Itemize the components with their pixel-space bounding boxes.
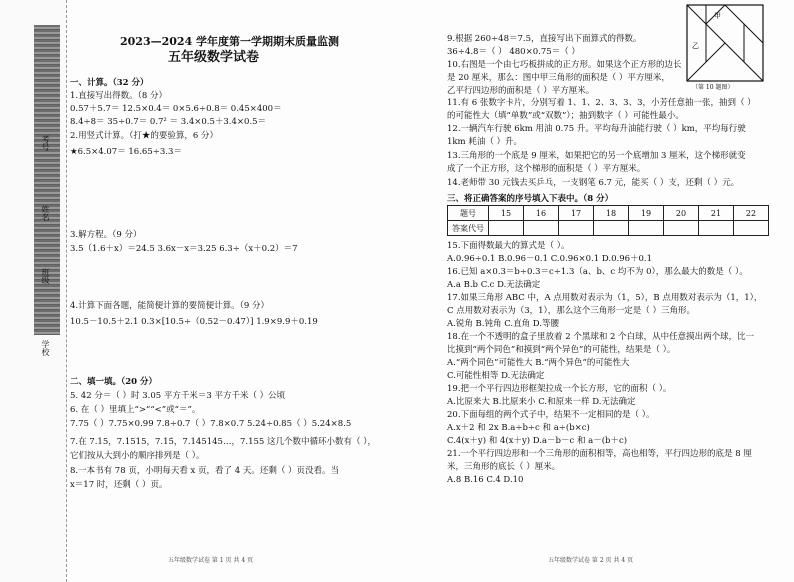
right-line-7: 12.一辆汽车行驶 6km 用油 0.75 升。平均每升油能行驶（ ）km，平均每行驶 — [447, 124, 746, 134]
answer-header-4: 18 — [594, 206, 629, 221]
left-line-6: 3.解方程。（9 分） — [70, 230, 142, 240]
answer-header-5: 19 — [629, 206, 664, 221]
answer-table — [447, 205, 769, 236]
answer-header-2: 16 — [524, 206, 559, 221]
answer-header-1: 15 — [489, 206, 524, 221]
right-line-13: 15.下面得数最大的算式是（ ）。 — [447, 241, 570, 251]
answer-row-label: 答案代号 — [448, 221, 489, 236]
left-line-14: 7.在 7.15，7.1515，7.15̇，7.145145…，7.155 这几个数中循环小数有（ ）， — [70, 437, 376, 447]
left-line-8: 4.计算下面各题，能简便计算的要简便计算。（9 分） — [70, 301, 269, 311]
tangram-label-a: 甲 — [714, 12, 721, 20]
left-line-3: 8.4÷8＝ 35÷0.7＝ 0.7² ＝ 3.4×0.5＋3.4×0.5＝ — [70, 117, 267, 127]
right-line-11: 14.老师带 30 元钱去买乒乓，一支钢笔 6.7 元，能买（ ）支，还剩（ ）元。 — [447, 178, 740, 188]
right-line-9: 13.三角形的一个底是 9 厘米，如果把它的另一个底增加 3 厘米，这个梯形就变 — [447, 151, 746, 161]
answer-header-8: 22 — [734, 206, 769, 221]
left-line-15: 它们按从大到小的顺序排列是（ ）。 — [70, 451, 205, 461]
right-line-23: C.可能性相等 D.无法确定 — [447, 371, 545, 381]
answer-cell[interactable] — [734, 221, 769, 236]
exam-title: 2023—2024 学年度第一学期期末质量监测 — [120, 35, 340, 48]
right-line-12: 三、将正确答案的序号填入下表中。（8 分） — [447, 194, 614, 204]
right-line-8: 1km 耗油（ ）升。 — [447, 137, 523, 147]
right-line-3: 是 20 厘米，那么：图中甲三角形的面积是（ ）平方厘米， — [447, 73, 670, 83]
exam-subtitle: 五年级数学试卷 — [168, 50, 260, 65]
right-line-28: C.4(x＋y) 和 4(x＋y) D.a－b－c 和 a－(b＋c) — [447, 436, 628, 446]
right-line-0: 9.根据 260÷48＝7.5，直接写出下面算式的得数。 — [447, 34, 642, 44]
figure-caption: （第 10 题图） — [692, 84, 734, 91]
right-line-24: 19.把一个平行四边形框架拉成一个长方形，它的面积（ ）。 — [447, 384, 672, 394]
answer-cell[interactable] — [629, 221, 664, 236]
right-line-19: A.锐角 B.钝角 C.直角 D.等腰 — [447, 319, 560, 329]
answer-cell[interactable] — [664, 221, 699, 236]
left-line-17: x＝17 时，还剩（ ）页。 — [70, 480, 168, 490]
left-line-9: 10.5－10.5＋2.1 0.3×[10.5÷（0.52－0.47）] 1.9×9.9＋0.19 — [70, 317, 318, 327]
answer-cell[interactable] — [559, 221, 594, 236]
tangram-label-b: 乙 — [692, 42, 699, 50]
right-line-22: A.“两个同色”可能性大 B.“两个异色”的可能性大 — [447, 358, 630, 368]
answer-header-0: 题号 — [448, 206, 489, 221]
answer-cell[interactable] — [594, 221, 629, 236]
right-line-30: 米，三角形的底长（ ）厘米。 — [447, 462, 561, 472]
answer-header-3: 17 — [559, 206, 594, 221]
binding-school: 学校 — [41, 340, 50, 356]
right-line-20: 18.在一个不透明的盒子里放着 2 个黑球和 2 个白球，从中任意摸出两个球，比一 — [447, 332, 755, 342]
footer-right: 五年级数学试卷 第 2 页 共 4 页 — [548, 557, 634, 564]
left-line-11: 5. 42 分＝（ ）时 3.05 平方千米＝3 平方千米（ ）公顷 — [70, 391, 286, 401]
footer-left: 五年级数学试卷 第 1 页 共 4 页 — [168, 557, 254, 564]
right-line-17: 17.如果三角形 ABC 中，A 点用数对表示为（1，5），B 点用数对表示为（1，1）， — [447, 293, 763, 303]
tangram-figure — [686, 4, 764, 82]
left-line-7: 3.5（1.6＋x）＝24.5 3.6x－x＝3.25 6.3÷（x＋0.2）＝7 — [70, 244, 298, 254]
binding-margin — [0, 0, 67, 582]
right-line-27: A.x＋2 和 2x B.a÷b÷c 和 a÷(b×c) — [447, 423, 590, 433]
left-line-1: 1.直接写出得数。（8 分） — [70, 91, 167, 101]
left-line-4: 2.用竖式计算。（打★的要验算，6 分） — [70, 131, 218, 141]
binding-class: 班级 — [41, 268, 50, 284]
right-line-10: 成了一个正方形，这个梯形的面积是（ ）平方厘米。 — [447, 164, 646, 174]
right-line-21: 比摸到“两个同色”和摸到“两个异色”的可能性，结果是（ ）。 — [447, 345, 676, 355]
left-line-0: 一、计算。（32 分） — [70, 78, 149, 88]
left-line-12: 6. 在（ ）里填上“>”“<”或“＝”。 — [70, 405, 201, 415]
right-line-1: 36÷4.8＝（ ） 480×0.75＝（ ） — [447, 47, 580, 57]
right-line-6: 的可能性大（填“单数”或“双数”）；抽到数字（ ）可能性最小。 — [447, 111, 684, 121]
right-line-31: A.8 B.16 C.4 D.10 — [447, 475, 524, 485]
answer-cell[interactable] — [489, 221, 524, 236]
answer-header-7: 21 — [699, 206, 734, 221]
left-line-5: ★6.5×4.07＝ 16.65÷3.3＝ — [70, 147, 182, 157]
left-line-2: 0.57＋5.7＝ 12.5×0.4＝ 0×5.6÷0.8＝ 0.45×400＝ — [70, 104, 282, 114]
left-line-16: 8.一本书有 78 页，小明每天看 x 页，看了 4 天。还剩（ ）页没看。当 — [70, 466, 340, 476]
answer-header-6: 20 — [664, 206, 699, 221]
right-line-15: 16.已知 a×0.3＝b÷0.3＝c÷1.3（a、b、c 均不为 0），那么最大的数是（ ）。 — [447, 267, 748, 277]
binding-no: 考号 — [41, 135, 50, 151]
answer-cell[interactable] — [699, 221, 734, 236]
right-line-25: A.比原来大 B.比原来小 C.和原来一样 D.无法确定 — [447, 397, 636, 407]
right-line-16: A.a B.b C.c D.无法确定 — [447, 280, 541, 290]
right-line-18: C 点用数对表示为（3，1），那么这个三角形一定是（ ）三角形。 — [447, 306, 695, 316]
right-line-2: 10.右图是一个由七巧板拼成的正方形。如果这个正方形的边长 — [447, 60, 682, 70]
right-line-29: 21.一个平行四边形和一个三角形的面积相等，高也相等，平行四边形的底是 8 厘 — [447, 449, 752, 459]
answer-cell[interactable] — [524, 221, 559, 236]
right-line-5: 11.有 6 张数字卡片，分别写着 1、1、2、3、3、3，小芳任意抽一张，抽到（ ） — [447, 98, 756, 108]
binding-strip — [34, 25, 60, 335]
right-line-4: 乙平行四边形的面积是（ ）平方厘米。 — [447, 86, 595, 96]
right-line-14: A.0.96÷0.1 B.0.96－0.1 C.0.96×0.1 D.0.96＋0.1 — [447, 254, 653, 264]
left-line-13: 7.75（ ）7.75×0.99 7.8÷0.7（ ）7.8×0.7 5.24÷0.85（ ）5.24×8.5 — [70, 419, 352, 429]
binding-name: 姓名 — [41, 205, 50, 221]
left-line-10: 二、填一填。（20 分） — [70, 377, 158, 387]
right-line-26: 20.下面每组的两个式子中，结果不一定相同的是（ ）。 — [447, 410, 655, 420]
